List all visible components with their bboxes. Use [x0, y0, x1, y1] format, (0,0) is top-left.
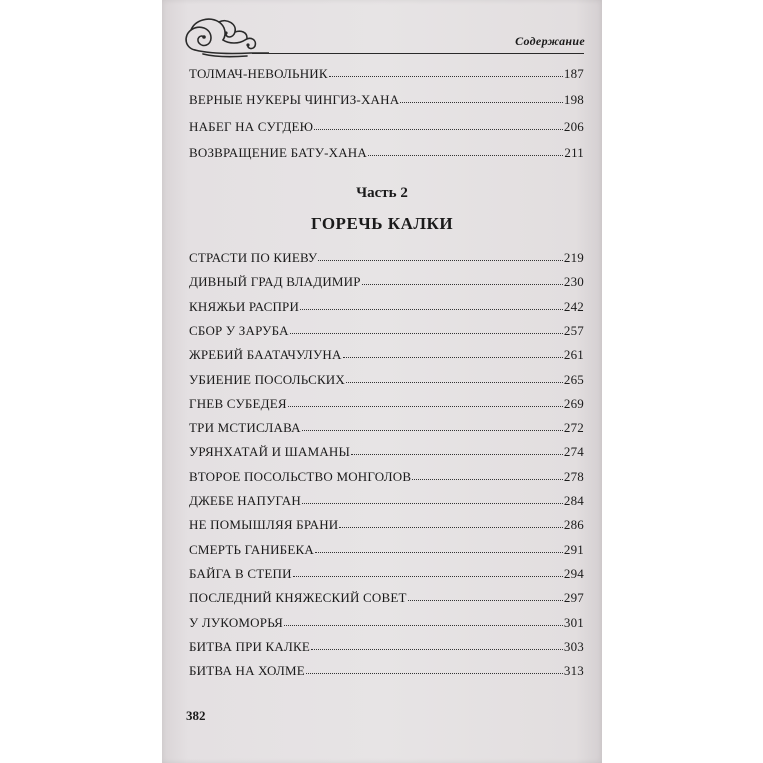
dot-leader — [408, 599, 563, 601]
toc-entry-title: БИТВА ПРИ КАЛКЕ — [189, 638, 311, 654]
toc-entry-title: ТРИ МСТИСЛАВА — [189, 420, 301, 436]
toc-entry-page: 257 — [563, 322, 584, 338]
toc-entry — [189, 420, 584, 442]
toc-entry-page: 291 — [563, 541, 584, 557]
toc-entry-title: КНЯЖЬИ РАСПРИ — [189, 298, 300, 314]
toc-entry-title: СМЕРТЬ ГАНИБЕКА — [189, 541, 314, 557]
toc-entry-page: 206 — [563, 118, 584, 134]
dot-leader — [400, 101, 563, 103]
toc-entry — [189, 444, 584, 466]
toc-entry-title: ВЕРНЫЕ НУКЕРЫ ЧИНГИЗ-ХАНА — [189, 92, 400, 108]
toc-entry — [189, 323, 584, 345]
toc-entry — [189, 347, 584, 369]
toc-entry-page: 313 — [563, 663, 584, 679]
toc-entry-title: БИТВА НА ХОЛМЕ — [189, 663, 305, 679]
toc-entry-title: ПОСЛЕДНИЙ КНЯЖЕСКИЙ СОВЕТ — [189, 590, 407, 606]
dot-leader — [315, 551, 563, 553]
dot-leader — [284, 624, 563, 626]
toc-entry — [189, 590, 584, 612]
toc-entry-title: НЕ ПОМЫШЛЯЯ БРАНИ — [189, 517, 339, 533]
toc-entry-title: ЖРЕБИЙ БААТАЧУЛУНА — [189, 347, 342, 363]
dot-leader — [362, 283, 563, 285]
toc-entry-page: 187 — [563, 66, 584, 81]
toc-entry-title: ВОЗВРАЩЕНИЕ БАТУ-ХАНА — [189, 145, 367, 161]
toc-entry-title: СБОР У ЗАРУБА — [189, 322, 289, 338]
part-label: Часть 2 — [356, 185, 408, 201]
toc-entry-page: 297 — [563, 590, 584, 606]
toc-entry-title: НАБЕГ НА СУГДЕЮ — [189, 118, 314, 134]
dot-leader — [300, 308, 563, 310]
toc-entry-page: 303 — [563, 638, 584, 654]
toc-entry-page: 261 — [563, 347, 584, 363]
toc-entry-title: УБИЕНИЕ ПОСОЛЬСКИХ — [189, 371, 345, 387]
toc-entry — [189, 66, 584, 88]
toc-entry — [189, 92, 584, 114]
toc-entry-page: 301 — [563, 614, 584, 630]
toc-entry — [189, 145, 584, 167]
toc-entry-title: У ЛУКОМОРЬЯ — [189, 614, 284, 630]
toc-entry-page: 211 — [564, 145, 584, 161]
toc-entry — [189, 493, 584, 515]
running-head: Содержание — [515, 34, 585, 48]
toc-entry — [189, 119, 584, 141]
toc-entry — [189, 396, 584, 418]
header-rule — [252, 53, 584, 54]
toc-entry-title: ДЖЕБЕ НАПУГАН — [189, 493, 301, 508]
toc-entry — [189, 469, 584, 491]
dot-leader — [311, 648, 563, 650]
toc-entry-page: 294 — [563, 565, 584, 581]
dot-leader — [368, 154, 563, 156]
toc-entry — [189, 250, 584, 272]
dot-leader — [346, 381, 563, 383]
toc-entry-title: ВТОРОЕ ПОСОЛЬСТВО МОНГОЛОВ — [189, 468, 412, 484]
toc-entry-title: БАЙГА В СТЕПИ — [189, 565, 292, 581]
toc-entry-title: ГНЕВ СУБЕДЕЯ — [189, 395, 287, 411]
toc-entry — [189, 299, 584, 321]
page-number: 382 — [186, 708, 206, 723]
dot-leader — [302, 429, 563, 431]
toc-entry-title: УРЯНХАТАЙ И ШАМАНЫ — [189, 444, 351, 460]
decorative-scroll-ornament-icon — [181, 10, 269, 58]
dot-leader — [318, 259, 563, 261]
toc-entry — [189, 274, 584, 296]
toc-entry-page: 198 — [563, 92, 584, 108]
dot-leader — [314, 128, 563, 130]
toc-entry — [189, 372, 584, 394]
dot-leader — [351, 453, 563, 455]
toc-entry — [189, 615, 584, 637]
toc-entry-page: 274 — [563, 444, 584, 460]
dot-leader — [412, 478, 563, 480]
toc-entry-page: 265 — [563, 371, 584, 387]
dot-leader — [329, 75, 563, 77]
dot-leader — [339, 526, 563, 528]
toc-entry-page: 269 — [563, 395, 584, 411]
toc-entry — [189, 566, 584, 588]
toc-entry — [189, 517, 584, 539]
toc-entry — [189, 542, 584, 564]
dot-leader — [293, 575, 563, 577]
toc-entry — [189, 639, 584, 661]
toc-entry-page: 284 — [563, 493, 584, 508]
book-page — [162, 0, 602, 763]
dot-leader — [306, 672, 563, 674]
part-title: ГОРЕЧЬ КАЛКИ — [310, 214, 454, 233]
toc-entry-page: 278 — [563, 468, 584, 484]
toc-entry-page: 242 — [563, 298, 584, 314]
toc-entry-title: ДИВНЫЙ ГРАД ВЛАДИМИР — [189, 274, 361, 290]
dot-leader — [302, 502, 563, 504]
dot-leader — [288, 405, 563, 407]
toc-entry-page: 286 — [563, 517, 584, 533]
dot-leader — [343, 356, 563, 358]
toc-entry — [189, 663, 584, 685]
toc-entry-page: 219 — [563, 250, 584, 265]
toc-entry-page: 230 — [563, 274, 584, 290]
toc-entry-title: СТРАСТИ ПО КИЕВУ — [189, 250, 318, 265]
toc-entry-page: 272 — [563, 420, 584, 436]
toc-entry-title: ТОЛМАЧ-НЕВОЛЬНИК — [189, 66, 328, 81]
dot-leader — [290, 332, 563, 334]
